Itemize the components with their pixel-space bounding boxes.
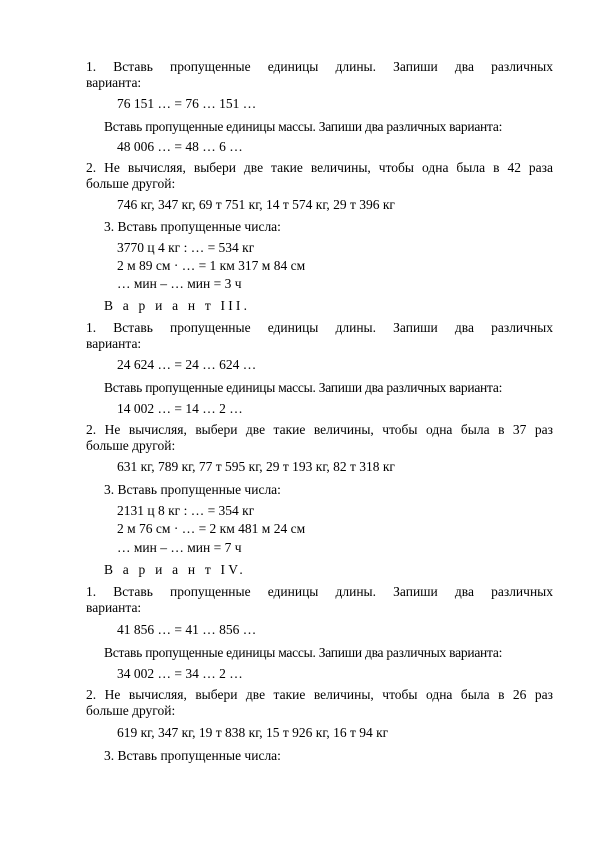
task-3-equation-3: … мин – … мин = 3 ч <box>117 276 242 291</box>
v3-task-1-length-equation: 24 624 … = 24 … 624 … <box>117 357 257 372</box>
v4-task-2-line-1: 2. Не вычисляя, выбери две такие величины, чтобы одна была в 26 раз <box>86 687 553 702</box>
v3-task-1-length-line-1: 1. Вставь пропущенные единицы длины. Запиши два различных <box>86 320 553 335</box>
v3-task-3-equation-1: 2131 ц 8 кг : … = 354 кг <box>117 503 255 518</box>
v4-task-2-line-2: больше другой: <box>86 703 176 718</box>
v4-task-1-length-equation: 41 856 … = 41 … 856 … <box>117 622 257 637</box>
v3-task-1-mass-instruction: Вставь пропущенные единицы массы. Запиши два различных варианта: <box>104 380 503 395</box>
v3-task-3-instruction: 3. Вставь пропущенные числа: <box>104 482 281 497</box>
v3-task-2-line-2: больше другой: <box>86 438 176 453</box>
task-3-instruction: 3. Вставь пропущенные числа: <box>104 219 281 234</box>
v3-task-2-values: 631 кг, 789 кг, 77 т 595 кг, 29 т 193 кг, 82 т 318 кг <box>117 459 395 474</box>
v3-task-3-equation-2: 2 м 76 см · … = 2 км 481 м 24 см <box>117 521 306 536</box>
task-2-values: 746 кг, 347 кг, 69 т 751 кг, 14 т 574 кг, 29 т 396 кг <box>117 197 395 212</box>
task-2-line-2: больше другой: <box>86 176 176 191</box>
task-1-length-line-2: варианта: <box>86 75 142 90</box>
task-2-line-1: 2. Не вычисляя, выбери две такие величины, чтобы одна была в 42 раза <box>86 160 553 175</box>
task-3-equation-1: 3770 ц 4 кг : … = 534 кг <box>117 240 255 255</box>
task-3-equation-2: 2 м 89 см · … = 1 км 317 м 84 см <box>117 258 306 273</box>
v3-task-1-length-line-2: варианта: <box>86 336 142 351</box>
task-1-mass-instruction: Вставь пропущенные единицы массы. Запиши два различных варианта: <box>104 119 503 134</box>
variant-4-heading: В а р и а н т IV. <box>104 562 246 577</box>
v4-task-3-instruction: 3. Вставь пропущенные числа: <box>104 748 281 763</box>
task-1-mass-equation: 48 006 … = 48 … 6 … <box>117 139 243 154</box>
v4-task-1-mass-equation: 34 002 … = 34 … 2 … <box>117 666 243 681</box>
task-1-length-line-1: 1. Вставь пропущенные единицы длины. Запиши два различных <box>86 59 553 74</box>
v3-task-3-equation-3: … мин – … мин = 7 ч <box>117 540 242 555</box>
v4-task-1-length-line-2: варианта: <box>86 600 142 615</box>
v4-task-1-length-line-1: 1. Вставь пропущенные единицы длины. Запиши два различных <box>86 584 553 599</box>
v4-task-2-values: 619 кг, 347 кг, 19 т 838 кг, 15 т 926 кг, 16 т 94 кг <box>117 725 389 740</box>
variant-3-heading: В а р и а н т III. <box>104 298 251 313</box>
v4-task-1-mass-instruction: Вставь пропущенные единицы массы. Запиши два различных варианта: <box>104 645 503 660</box>
v3-task-2-line-1: 2. Не вычисляя, выбери две такие величины, чтобы одна была в 37 раз <box>86 422 553 437</box>
v3-task-1-mass-equation: 14 002 … = 14 … 2 … <box>117 401 243 416</box>
task-1-length-equation: 76 151 … = 76 … 151 … <box>117 96 257 111</box>
